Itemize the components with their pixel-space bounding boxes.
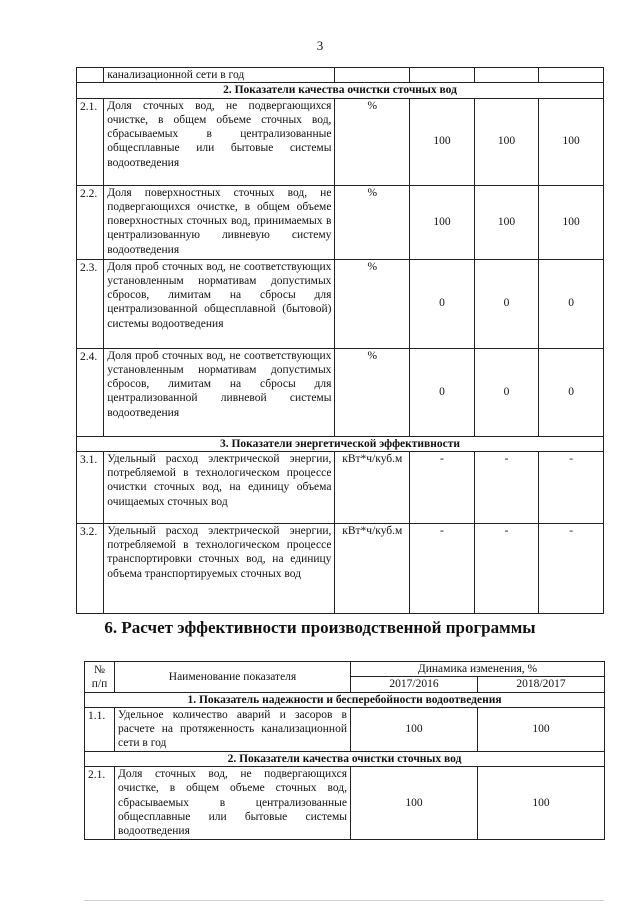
table-row <box>77 98 604 185</box>
row-value: 0 <box>539 348 604 436</box>
table-row <box>77 523 604 613</box>
indicators-table <box>76 67 604 614</box>
table-row <box>77 348 604 436</box>
row-unit: % <box>335 259 410 348</box>
page-edge <box>84 900 604 901</box>
row-value: 0 <box>474 348 539 436</box>
row-number: 1.1. <box>85 707 115 751</box>
row-name: Доля проб сточных вод, не соответствующих установленным нормативам допустимых сбросов, лимитам на сбросы для централизованной общесплавной (бытовой) системы водоотведения <box>104 259 335 348</box>
row-name: Удельный расход электрической энергии, потребляемой в технологическом процессе транспортировки сточных вод, на единицу объема транспортируемых сточных вод <box>104 523 335 613</box>
row-value: 100 <box>539 185 604 259</box>
row-unit: % <box>335 185 410 259</box>
table-row <box>85 707 605 751</box>
row-value: - <box>474 523 539 613</box>
page-number: 3 <box>316 38 324 53</box>
row-value: 100 <box>474 185 539 259</box>
section-row <box>85 692 605 707</box>
table-row <box>77 259 604 348</box>
section-title: 1. Показатель надежности и бесперебойности водоотведения <box>85 692 605 707</box>
col-year2-header: 2018/2017 <box>478 677 605 692</box>
col-num-header: № п/п <box>85 662 115 693</box>
header-row <box>85 662 605 677</box>
section-row <box>85 751 605 766</box>
row-number: 2.1. <box>77 98 104 185</box>
row-name: Доля поверхностных сточных вод, не подвергающихся очистке, в общем объеме поверхностных сточных вод, принимаемых в централизованную ливневую систему водоотведения <box>104 185 335 259</box>
section-title: 3. Показатели энергетической эффективности <box>77 436 604 451</box>
row-unit: кВт*ч/куб.м <box>335 451 410 523</box>
row-value: - <box>410 523 475 613</box>
row-value: 100 <box>539 98 604 185</box>
col-year1-header: 2017/2016 <box>351 677 478 692</box>
section-row <box>77 436 604 451</box>
row-number: 2.3. <box>77 259 104 348</box>
row-value: 100 <box>351 767 478 840</box>
col-name-header: Наименование показателя <box>115 662 351 693</box>
row-value: 0 <box>474 259 539 348</box>
row-number: 2.4. <box>77 348 104 436</box>
row-value: 100 <box>478 707 605 751</box>
row-value: - <box>474 451 539 523</box>
section-title: 2. Показатели качества очистки сточных вод <box>77 83 604 98</box>
section-row <box>77 83 604 98</box>
table-row <box>85 767 605 840</box>
row-number: 3.2. <box>77 523 104 613</box>
row-value: - <box>410 451 475 523</box>
row-number: 2.1. <box>85 767 115 840</box>
row-value: 100 <box>478 767 605 840</box>
row-value: 100 <box>410 98 475 185</box>
row-name: Удельное количество аварий и засоров в расчете на протяженность канализационной сети в год <box>115 707 351 751</box>
row-value: 100 <box>410 185 475 259</box>
table-row <box>77 451 604 523</box>
row-number: 3.1. <box>77 451 104 523</box>
efficiency-table <box>84 661 605 840</box>
row-unit: кВт*ч/куб.м <box>335 523 410 613</box>
section-heading: 6. Расчет эффективности производственной программы <box>104 618 536 637</box>
row-value: 0 <box>410 259 475 348</box>
row-value: 100 <box>351 707 478 751</box>
row-value: 0 <box>539 259 604 348</box>
row-name: Доля сточных вод, не подвергающихся очистке, в общем объеме сточных вод, сбрасываемых в централизованные общесплавные или бытовые системы водоотведения <box>115 767 351 840</box>
row-number: 2.2. <box>77 185 104 259</box>
row-value: 0 <box>410 348 475 436</box>
row-value: - <box>539 523 604 613</box>
row-unit: % <box>335 98 410 185</box>
row-name: Доля проб сточных вод, не соответствующих установленным нормативам допустимых сбросов, лимитам на сбросы для централизованной ливневой системы водоотведения <box>104 348 335 436</box>
table-row <box>77 68 604 83</box>
section-title: 2. Показатели качества очистки сточных вод <box>85 751 605 766</box>
row-name: Удельный расход электрической энергии, потребляемой в технологическом процессе очистки сточных вод, на единицу объема очищаемых сточных вод <box>104 451 335 523</box>
continuation-text: канализационной сети в год <box>104 68 335 83</box>
row-name: Доля сточных вод, не подвергающихся очистке, в общем объеме сточных вод, сбрасываемых в централизованные общесплавные или бытовые системы водоотведения <box>104 98 335 185</box>
col-dynamics-header: Динамика изменения, % <box>351 662 605 677</box>
row-value: 100 <box>474 98 539 185</box>
row-value: - <box>539 451 604 523</box>
table-row <box>77 185 604 259</box>
row-unit: % <box>335 348 410 436</box>
